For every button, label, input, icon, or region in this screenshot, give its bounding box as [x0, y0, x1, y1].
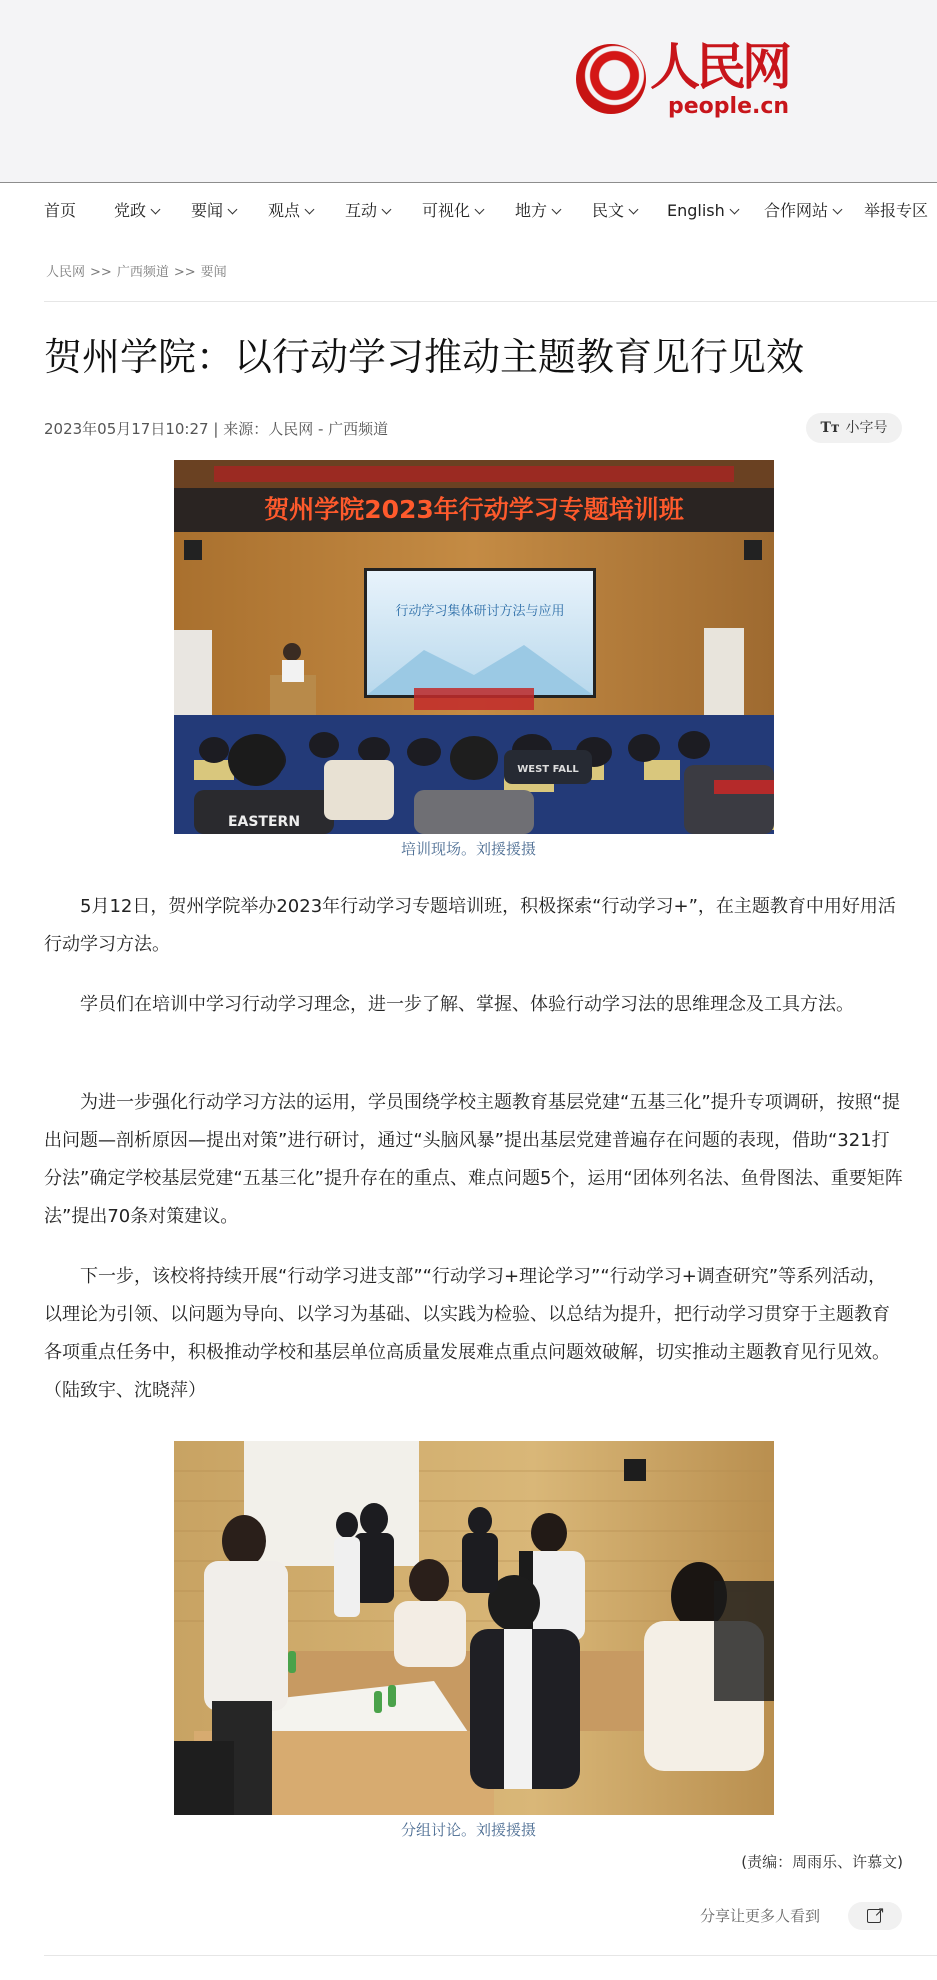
chevron-down-icon: [629, 205, 639, 215]
article-paragraph-4: 下一步，该校将持续开展“行动学习进支部”“行动学习+理论学习”“行动学习+调查研究”等系列活动，以理论为引领、以问题为导向、以学习为基础、以实践为检验、以总结为提升，把行动学习贯穿于主题教育各项重点任务中，积极推动学校和基层单位高质量发展难点重点问题效破解，切实推动主题教育见行见效。（陆致宇、沈晓萍）: [44, 1266, 890, 1401]
nav-item-party[interactable]: 党政: [114, 197, 159, 225]
shirt-text-eastern: EASTERN: [227, 814, 301, 830]
chevron-down-icon: [305, 205, 315, 215]
logo-emblem-icon: [576, 44, 646, 114]
photo-caption-training: 培训现场。刘援援摄: [400, 840, 536, 858]
breadcrumb-divider: [44, 301, 937, 302]
article-bottom-divider: [44, 1955, 937, 1956]
banner-text: 贺州学院2023年行动学习专题培训班: [264, 495, 684, 524]
nav-item-news[interactable]: 要闻: [191, 197, 236, 225]
breadcrumb-link-home[interactable]: 人民网: [46, 265, 86, 280]
publish-date: 2023年05月17日10:27: [44, 420, 209, 438]
article-meta: [44, 418, 388, 439]
chevron-down-icon: [151, 205, 161, 215]
shirt-text-westfall: WEST FALL: [517, 764, 579, 775]
site-header: [0, 0, 937, 182]
source-label: 来源：: [223, 420, 269, 438]
breadcrumb-link-guangxi[interactable]: 广西频道: [116, 265, 169, 280]
nav-item-visual[interactable]: 可视化: [422, 197, 483, 225]
chevron-down-icon: [475, 205, 485, 215]
font-size-icon: Tт: [820, 420, 840, 436]
screen-title: 行动学习集体研讨方法与应用: [395, 604, 565, 619]
breadcrumb-separator: >>: [173, 265, 196, 280]
chevron-down-icon: [228, 205, 238, 215]
nav-item-interaction[interactable]: 互动: [345, 197, 390, 225]
article-photo-discussion: [174, 1441, 774, 1815]
meta-separator: |: [213, 420, 224, 438]
nav-item-report[interactable]: 举报专区: [864, 201, 929, 220]
share-button[interactable]: [848, 1902, 902, 1930]
article-title: 贺州学院：以行动学习推动主题教育见行见效: [44, 335, 805, 379]
nav-item-ethnic[interactable]: 民文: [592, 197, 637, 225]
article-paragraph-2: 学员们在培训中学习行动学习理念，进一步了解、掌握、体验行动学习法的思维理念及工具方法。: [80, 994, 854, 1015]
breadcrumb-separator: >>: [90, 265, 112, 280]
editor-credit: (责编：周雨乐、许慕文): [741, 1853, 903, 1871]
people-cn-logo[interactable]: [576, 36, 796, 122]
logo-text: 人民网: [650, 37, 788, 96]
chevron-down-icon: [729, 205, 739, 215]
photo-caption-discussion: 分组讨论。刘援援摄: [400, 1821, 536, 1839]
source-link[interactable]: 人民网 - 广西频道: [268, 420, 389, 438]
logo-domain: people.cn: [668, 94, 790, 119]
nav-item-english[interactable]: English: [667, 197, 738, 225]
main-nav: [0, 182, 937, 241]
article-paragraph-3: 为进一步强化行动学习方法的运用，学员围绕学校主题教育基层党建“五基三化”提升专项调研，按照“提出问题—剖析原因—提出对策”进行研讨，通过“头脑风暴”提出基层党建普遍存在问题的表现，借助“321打分法”确定学校基层党建“五基三化”提升存在的重点、难点问题5个，运用“团体列名法、鱼骨图法、重要矩阵法”提出70条对策建议。: [44, 1092, 903, 1227]
nav-item-partners[interactable]: 合作网站: [764, 197, 841, 225]
breadcrumb: [46, 261, 227, 280]
nav-item-home[interactable]: 首页: [44, 201, 77, 220]
chevron-down-icon: [552, 205, 562, 215]
article-photo-training: [174, 460, 774, 834]
breadcrumb-link-news[interactable]: 要闻: [200, 265, 227, 280]
share-arrow-icon: ↗: [874, 1905, 885, 1920]
chevron-down-icon: [833, 205, 843, 215]
article-paragraph-1: 5月12日，贺州学院举办2023年行动学习专题培训班，积极探索“行动学习+”，在主题教育中用好用活行动学习方法。: [44, 896, 896, 955]
chevron-down-icon: [382, 205, 392, 215]
share-prompt: 分享让更多人看到: [700, 1907, 821, 1925]
nav-item-local[interactable]: 地方: [515, 197, 560, 225]
nav-item-opinion[interactable]: 观点: [268, 197, 313, 225]
font-size-toggle-label: 小字号: [845, 420, 888, 436]
font-size-toggle-button[interactable]: [806, 413, 902, 443]
